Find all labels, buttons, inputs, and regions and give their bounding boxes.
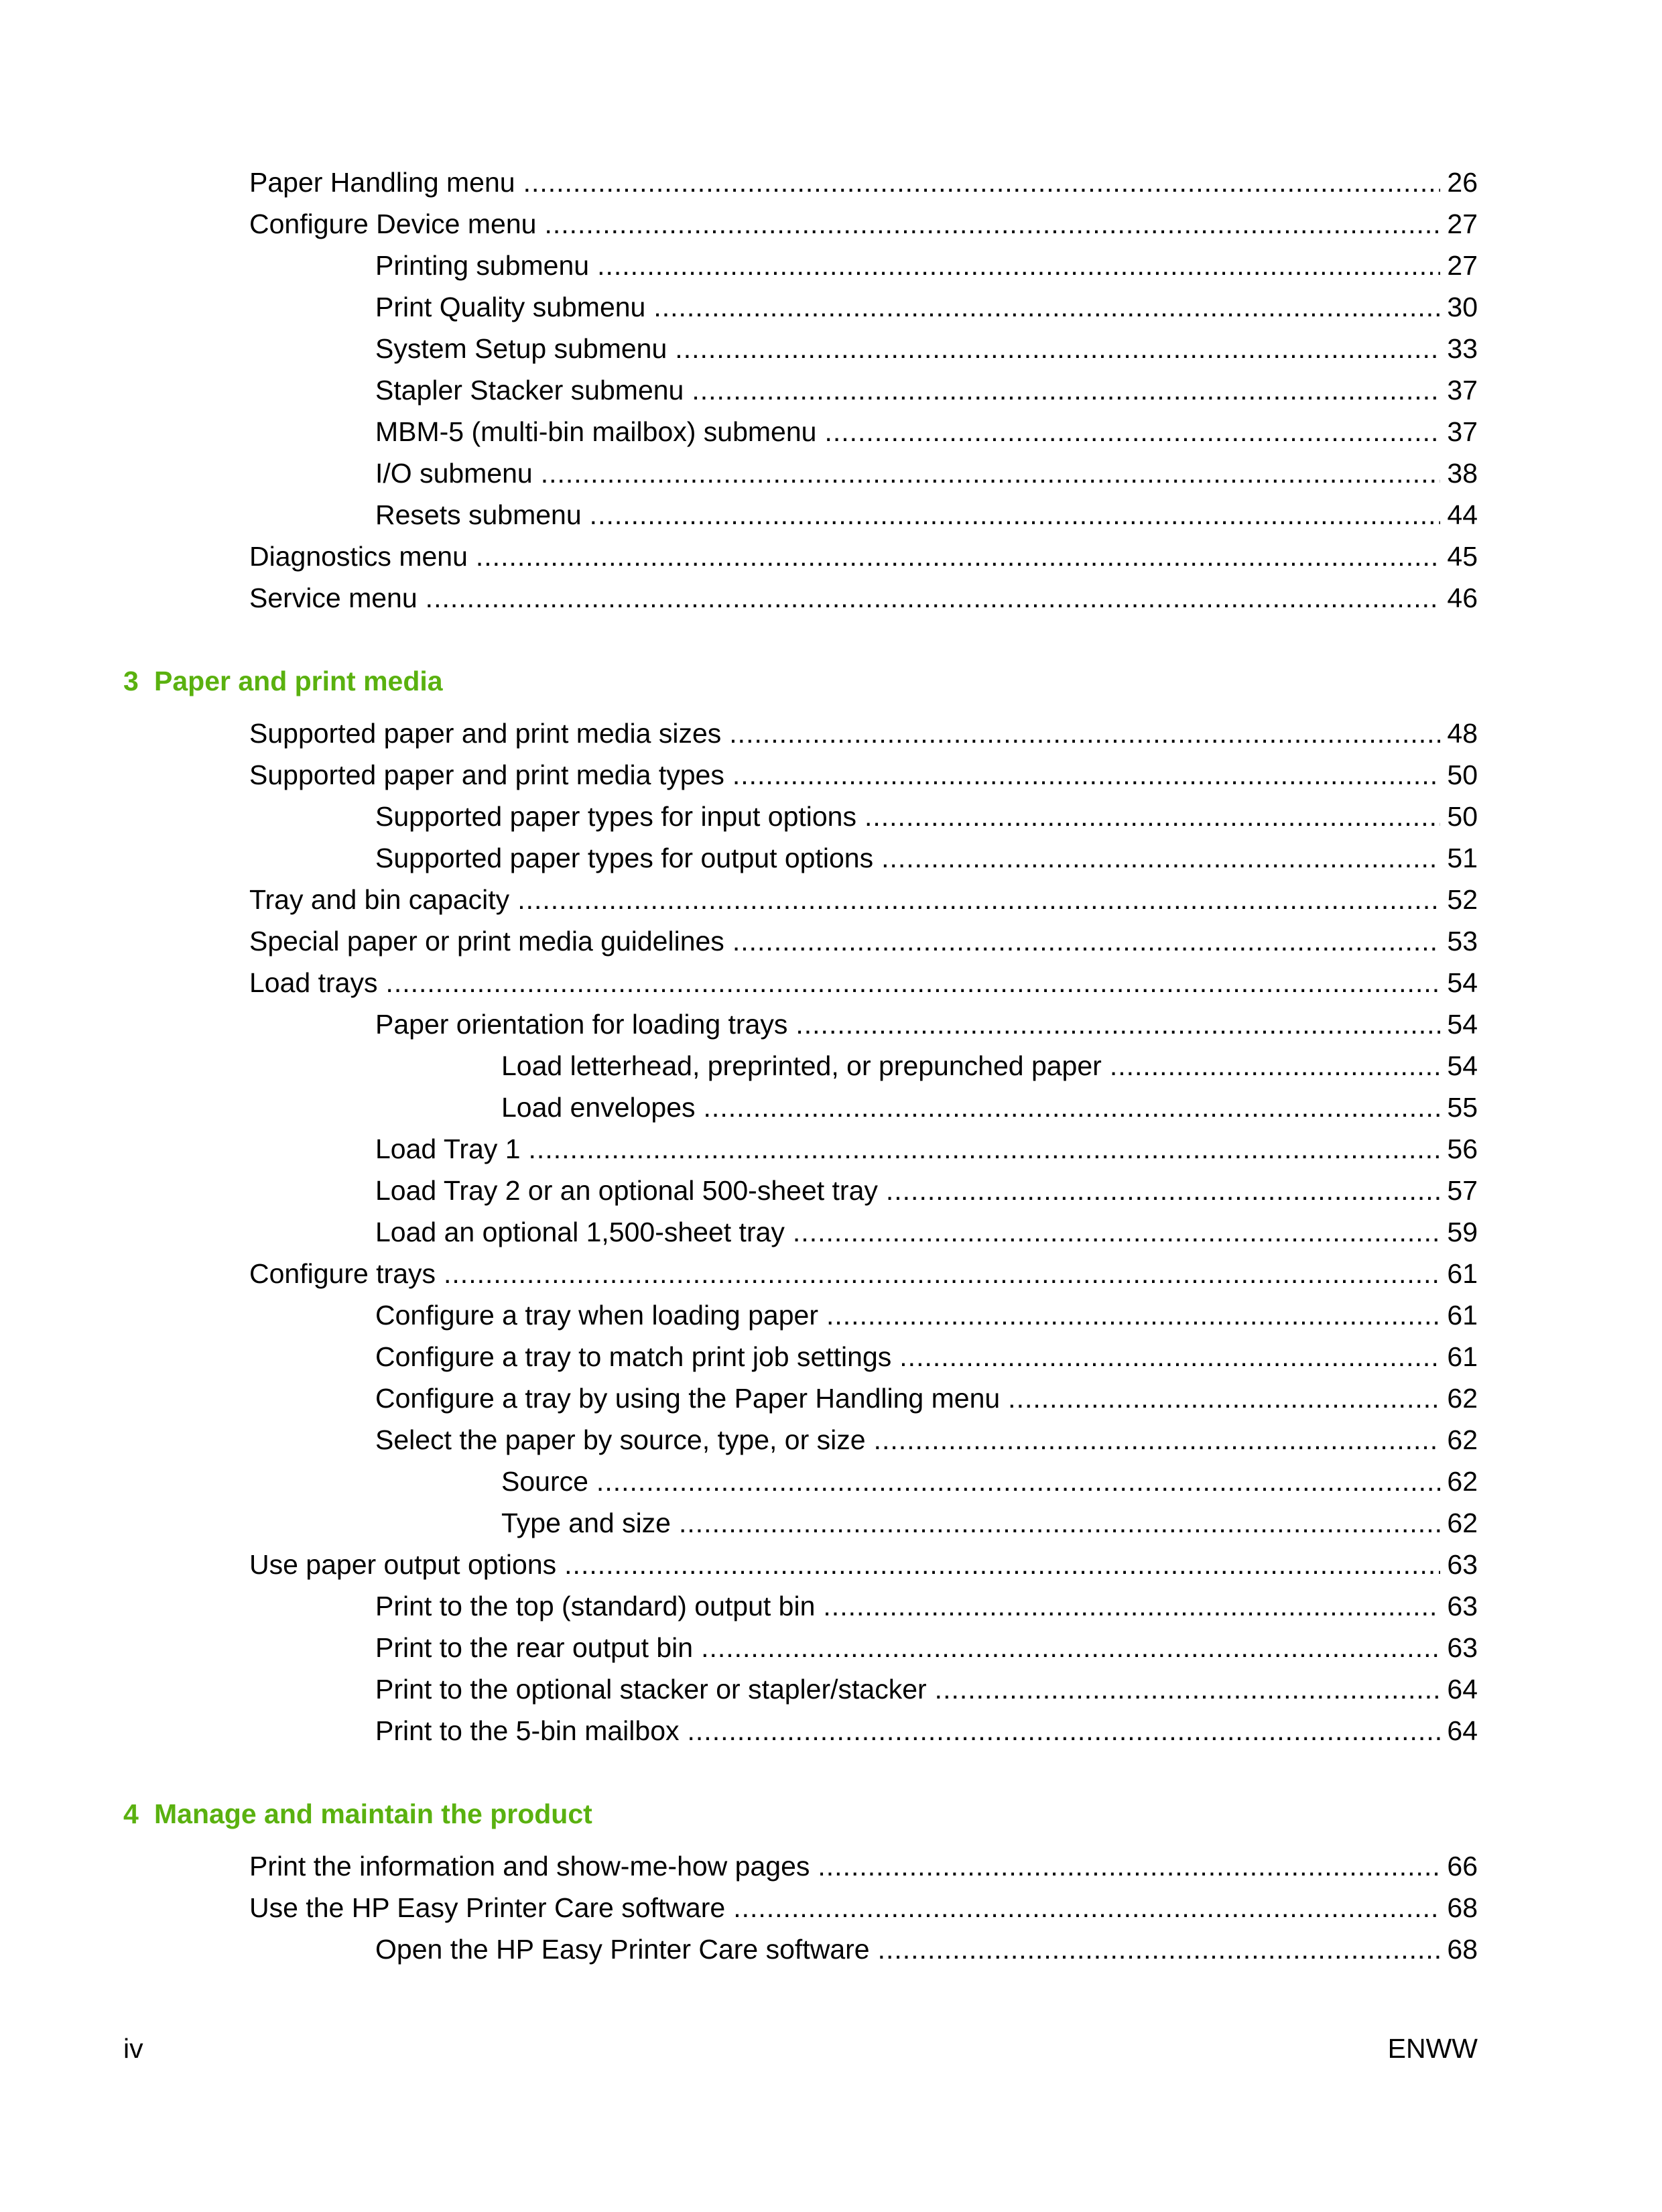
toc-entry-title: Print to the optional stacker or stapler/stacker — [375, 1674, 927, 1705]
toc-entry[interactable] — [375, 408, 1478, 449]
toc-entry[interactable] — [375, 366, 1478, 408]
toc-entry[interactable] — [375, 1166, 1478, 1208]
toc-entry-page: 48 — [1447, 718, 1478, 749]
toc-leader-dots — [523, 165, 1441, 200]
toc-leader-dots — [818, 1849, 1440, 1884]
toc-entry-title: System Setup submenu — [375, 333, 667, 364]
toc-entry-page: 37 — [1447, 375, 1478, 406]
toc-leader-dots — [529, 1131, 1441, 1166]
toc-entry-title: Configure a tray by using the Paper Handling menu — [375, 1383, 1001, 1414]
chapter-heading-4[interactable] — [123, 1796, 592, 1831]
toc-leader-dots — [541, 456, 1441, 491]
toc-entry[interactable] — [501, 1499, 1478, 1540]
toc-entry[interactable] — [249, 1249, 1478, 1291]
toc-entry[interactable] — [375, 1291, 1478, 1333]
toc-entry-title: Tray and bin capacity — [249, 884, 510, 915]
toc-entry-page: 27 — [1447, 208, 1478, 239]
toc-entry[interactable] — [249, 875, 1478, 917]
toc-leader-dots — [444, 1256, 1440, 1291]
toc-leader-dots — [1008, 1381, 1440, 1416]
toc-entry-title: Load envelopes — [501, 1092, 696, 1123]
toc-entry-page: 26 — [1447, 167, 1478, 198]
toc-entry-title: Configure Device menu — [249, 208, 537, 239]
toc-entry[interactable] — [375, 1925, 1478, 1967]
toc-entry-page: 62 — [1447, 1383, 1478, 1414]
toc-entry-page: 68 — [1447, 1934, 1478, 1965]
toc-entry-title: Load Tray 2 or an optional 500-sheet tray — [375, 1175, 878, 1206]
toc-entry-page: 57 — [1447, 1175, 1478, 1206]
toc-leader-dots — [793, 1215, 1440, 1249]
toc-entry-title: Use paper output options — [249, 1549, 557, 1580]
toc-entry-page: 63 — [1447, 1632, 1478, 1663]
toc-entry-title: Load letterhead, preprinted, or prepunched paper — [501, 1050, 1102, 1081]
toc-entry[interactable] — [249, 1540, 1478, 1582]
toc-entry[interactable] — [249, 532, 1478, 574]
toc-entry-page: 46 — [1447, 582, 1478, 613]
toc-entry[interactable] — [249, 1842, 1478, 1884]
toc-entry-title: Configure trays — [249, 1258, 436, 1289]
toc-entry[interactable] — [501, 1457, 1478, 1499]
toc-entry-page: 63 — [1447, 1591, 1478, 1621]
toc-leader-dots — [679, 1506, 1440, 1540]
toc-entry-page: 64 — [1447, 1674, 1478, 1705]
chapter-number: 3 — [123, 666, 139, 696]
toc-entry-title: Source — [501, 1466, 588, 1497]
toc-entry[interactable] — [249, 200, 1478, 241]
toc-entry[interactable] — [375, 1707, 1478, 1748]
toc-entry-page: 44 — [1447, 499, 1478, 530]
toc-entry[interactable] — [375, 1416, 1478, 1457]
toc-entry-page: 54 — [1447, 967, 1478, 998]
chapter-title: Manage and maintain the product — [154, 1798, 592, 1829]
toc-entry-page: 30 — [1447, 292, 1478, 322]
toc-leader-dots — [692, 373, 1440, 408]
toc-entry[interactable] — [375, 1000, 1478, 1042]
toc-entry-title: I/O submenu — [375, 458, 533, 489]
toc-leader-dots — [733, 1890, 1440, 1925]
toc-entry[interactable] — [249, 574, 1478, 615]
toc-leader-dots — [653, 290, 1440, 324]
toc-leader-dots — [564, 1547, 1440, 1582]
toc-entry-page: 50 — [1447, 759, 1478, 790]
toc-entry-title: Special paper or print media guidelines — [249, 926, 724, 957]
toc-leader-dots — [597, 248, 1440, 283]
toc-leader-dots — [826, 1298, 1440, 1333]
toc-leader-dots — [729, 716, 1440, 751]
toc-entry-title: Print Quality submenu — [375, 292, 646, 322]
toc-leader-dots — [688, 1713, 1441, 1748]
toc-entry[interactable] — [375, 834, 1478, 875]
toc-entry-title: Stapler Stacker submenu — [375, 375, 684, 406]
toc-entry-title: Print to the top (standard) output bin — [375, 1591, 816, 1621]
toc-entry[interactable] — [249, 158, 1478, 200]
toc-entry-page: 68 — [1447, 1892, 1478, 1923]
toc-leader-dots — [426, 580, 1441, 615]
toc-entry-title: Print the information and show-me-how pages — [249, 1851, 810, 1882]
toc-leader-dots — [874, 1422, 1441, 1457]
toc-entry-title: Supported paper types for output options — [375, 843, 874, 873]
toc-entry-page: 61 — [1447, 1300, 1478, 1331]
toc-entry-page: 50 — [1447, 801, 1478, 832]
toc-leader-dots — [824, 414, 1440, 449]
toc-entry-title: Print to the 5-bin mailbox — [375, 1715, 680, 1746]
chapter-heading-3[interactable] — [123, 664, 443, 698]
toc-leader-dots — [795, 1007, 1440, 1042]
toc-leader-dots — [1110, 1048, 1441, 1083]
footer-label: ENWW — [1387, 2033, 1478, 2064]
toc-entry-page: 45 — [1447, 541, 1478, 572]
toc-leader-dots — [865, 799, 1440, 834]
toc-entry-page: 61 — [1447, 1258, 1478, 1289]
toc-entry[interactable] — [501, 1083, 1478, 1125]
toc-entry[interactable] — [249, 917, 1478, 959]
toc-entry-title: Configure a tray to match print job settings — [375, 1341, 892, 1372]
toc-leader-dots — [935, 1672, 1441, 1707]
toc-entry-title: Supported paper and print media types — [249, 759, 724, 790]
footer-page-number: iv — [123, 2033, 143, 2064]
toc-entry[interactable] — [375, 1208, 1478, 1249]
toc-leader-dots — [701, 1630, 1440, 1665]
toc-entry-page: 33 — [1447, 333, 1478, 364]
toc-entry-title: Type and size — [501, 1508, 671, 1538]
toc-entry[interactable] — [375, 283, 1478, 324]
toc-leader-dots — [596, 1464, 1440, 1499]
toc-entry-page: 56 — [1447, 1133, 1478, 1164]
toc-entry[interactable] — [249, 709, 1478, 751]
toc-entry-page: 55 — [1447, 1092, 1478, 1123]
toc-entry-page: 62 — [1447, 1508, 1478, 1538]
toc-entry-page: 37 — [1447, 416, 1478, 447]
toc-leader-dots — [881, 841, 1440, 875]
toc-entry[interactable] — [501, 1042, 1478, 1083]
toc-entry-title: Open the HP Easy Printer Care software — [375, 1934, 870, 1965]
toc-leader-dots — [732, 924, 1441, 959]
toc-entry[interactable] — [375, 491, 1478, 532]
toc-entry-page: 63 — [1447, 1549, 1478, 1580]
chapter-title: Paper and print media — [154, 666, 443, 696]
toc-entry-page: 51 — [1447, 843, 1478, 873]
toc-entry-page: 59 — [1447, 1217, 1478, 1247]
toc-entry-title: Load Tray 1 — [375, 1133, 521, 1164]
toc-entry-title: MBM-5 (multi-bin mailbox) submenu — [375, 416, 817, 447]
toc-entry[interactable] — [375, 324, 1478, 366]
toc-leader-dots — [704, 1090, 1441, 1125]
toc-leader-dots — [476, 539, 1441, 574]
toc-leader-dots — [823, 1589, 1440, 1623]
toc-entry-page: 66 — [1447, 1851, 1478, 1882]
toc-entry[interactable] — [375, 1665, 1478, 1707]
toc-entry[interactable] — [249, 1884, 1478, 1925]
toc-leader-dots — [899, 1339, 1440, 1374]
toc-entry-title: Use the HP Easy Printer Care software — [249, 1892, 726, 1923]
toc-entry[interactable] — [375, 792, 1478, 834]
toc-leader-dots — [517, 882, 1440, 917]
toc-leader-dots — [544, 206, 1440, 241]
toc-entry[interactable] — [249, 751, 1478, 792]
toc-leader-dots — [385, 965, 1440, 1000]
toc-entry-page: 61 — [1447, 1341, 1478, 1372]
toc-entry-title: Print to the rear output bin — [375, 1632, 694, 1663]
toc-entry-title: Diagnostics menu — [249, 541, 468, 572]
toc-entry[interactable] — [375, 449, 1478, 491]
toc-leader-dots — [590, 497, 1441, 532]
toc-entry-page: 62 — [1447, 1424, 1478, 1455]
toc-entry-page: 54 — [1447, 1050, 1478, 1081]
toc-leader-dots — [732, 757, 1441, 792]
toc-leader-dots — [675, 331, 1440, 366]
toc-entry-page: 64 — [1447, 1715, 1478, 1746]
toc-entry-title: Printing submenu — [375, 250, 590, 281]
toc-entry-page: 54 — [1447, 1009, 1478, 1040]
toc-leader-dots — [878, 1932, 1441, 1967]
toc-entry[interactable] — [375, 1582, 1478, 1623]
toc-leader-dots — [886, 1173, 1441, 1208]
toc-entry-title: Load an optional 1,500-sheet tray — [375, 1217, 785, 1247]
toc-entry-page: 52 — [1447, 884, 1478, 915]
chapter-number: 4 — [123, 1798, 139, 1829]
toc-entry-title: Resets submenu — [375, 499, 582, 530]
toc-entry-title: Paper orientation for loading trays — [375, 1009, 788, 1040]
toc-entry-page: 27 — [1447, 250, 1478, 281]
toc-entry-page: 53 — [1447, 926, 1478, 957]
toc-entry-title: Select the paper by source, type, or size — [375, 1424, 866, 1455]
toc-entry[interactable] — [375, 1623, 1478, 1665]
toc-entry[interactable] — [375, 1374, 1478, 1416]
toc-entry-title: Supported paper types for input options — [375, 801, 856, 832]
toc-entry-title: Paper Handling menu — [249, 167, 515, 198]
toc-entry-title: Supported paper and print media sizes — [249, 718, 722, 749]
toc-entry[interactable] — [375, 1333, 1478, 1374]
toc-entry-title: Load trays — [249, 967, 378, 998]
toc-entry[interactable] — [249, 959, 1478, 1000]
toc-entry-title: Configure a tray when loading paper — [375, 1300, 818, 1331]
toc-entry-page: 62 — [1447, 1466, 1478, 1497]
toc-entry[interactable] — [375, 1125, 1478, 1166]
toc-entry-page: 38 — [1447, 458, 1478, 489]
toc-entry[interactable] — [375, 241, 1478, 283]
toc-entry-title: Service menu — [249, 582, 418, 613]
